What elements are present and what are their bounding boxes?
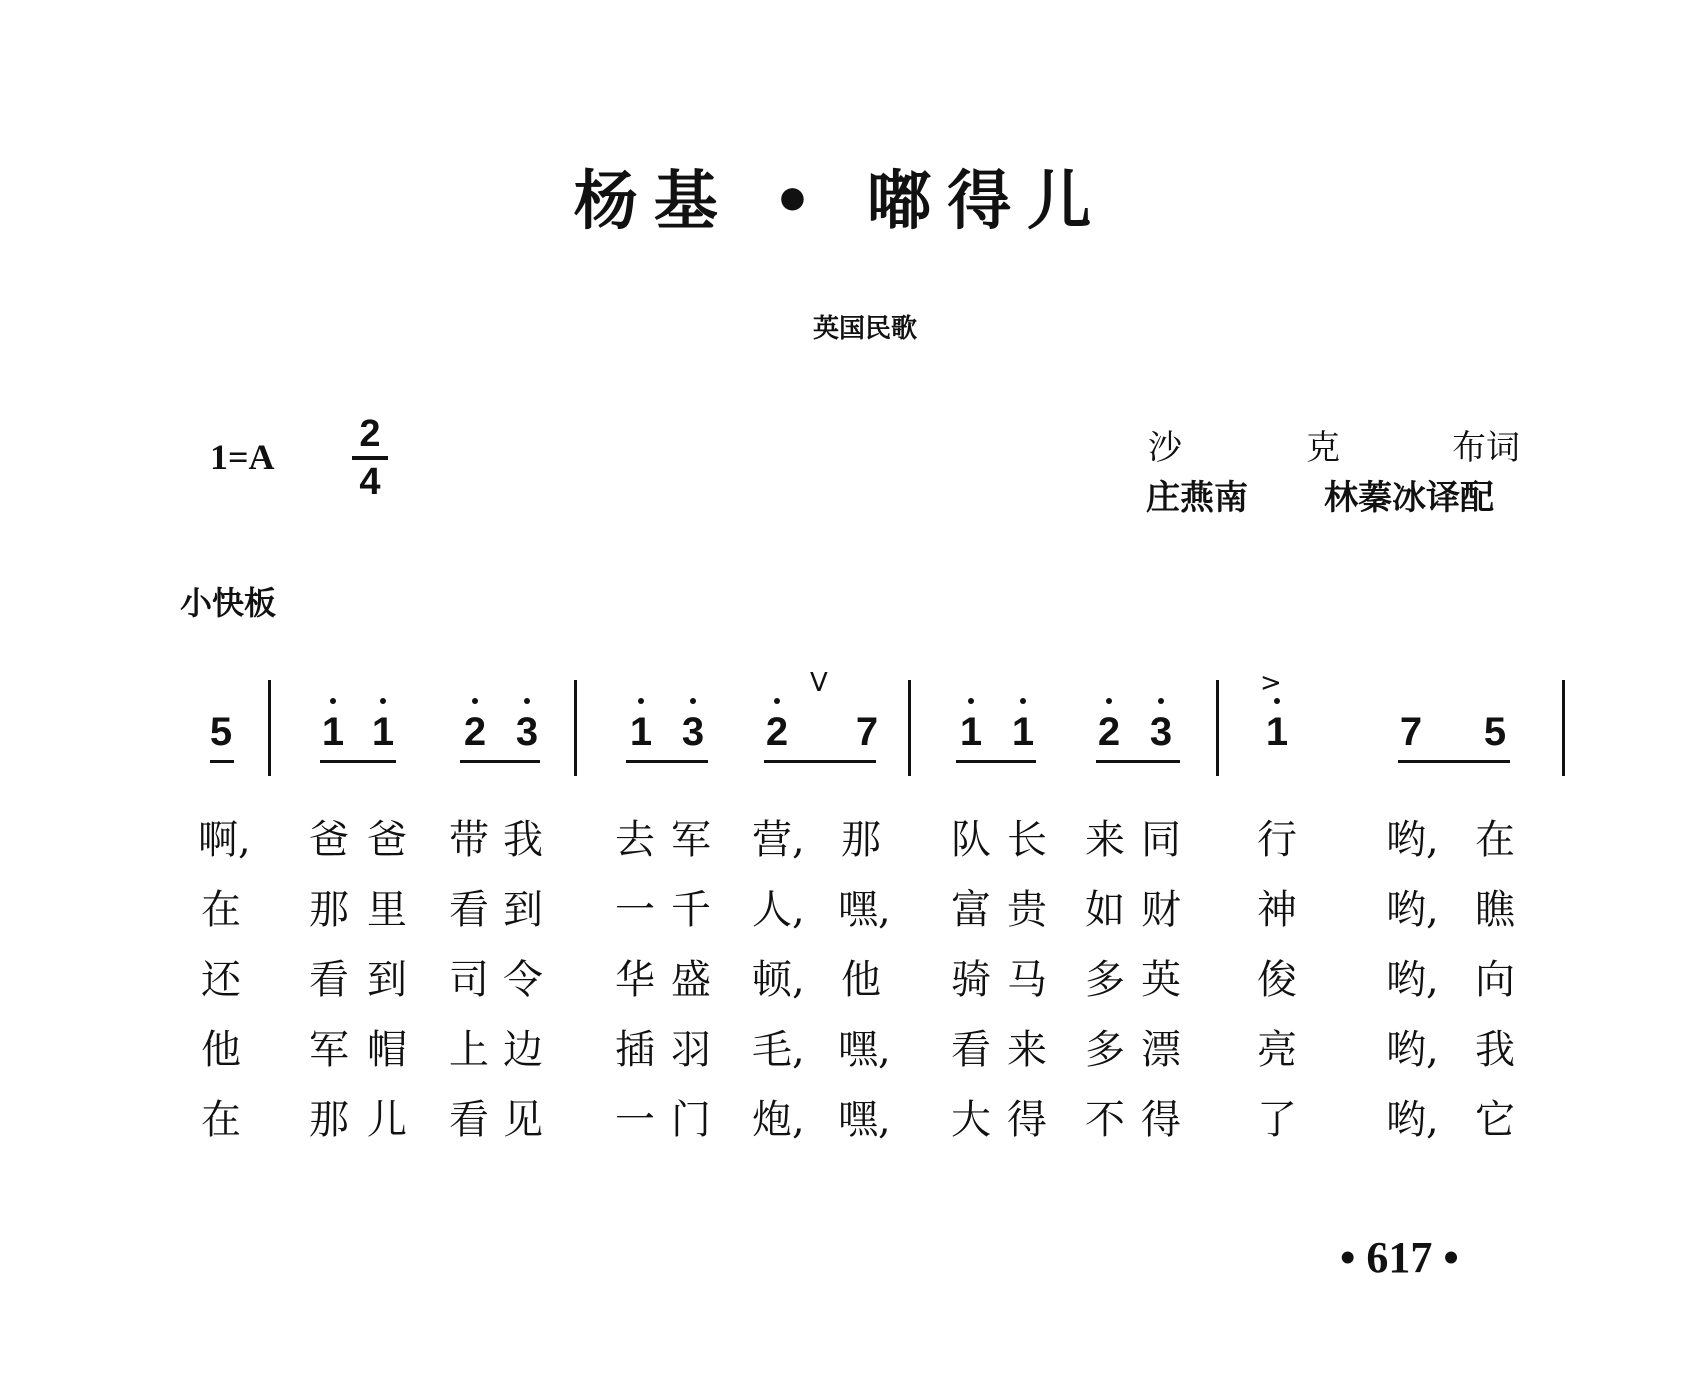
lyric-syllable: 哟, <box>1386 887 1439 933</box>
lyric-syllable: 里 <box>367 887 407 933</box>
high-octave-dot <box>690 698 696 704</box>
song-origin: 英国民歌 <box>812 314 917 344</box>
high-octave-dot <box>1158 698 1164 704</box>
lyric-syllable: 一 <box>615 887 655 933</box>
lyric-syllable: 看 <box>449 1097 489 1143</box>
lyric-syllable: 在 <box>1475 817 1515 863</box>
note-underline <box>210 760 234 763</box>
lyric-syllable: 边 <box>503 1027 543 1073</box>
lyric-syllable: 上 <box>449 1027 489 1073</box>
note-underline <box>1398 760 1510 763</box>
lyric-syllable: 营, <box>752 817 805 863</box>
lyric-syllable: 看 <box>449 887 489 933</box>
lyric-syllable: 到 <box>503 887 543 933</box>
lyric-syllable: 得 <box>1141 1097 1181 1143</box>
lyric-syllable: 它 <box>1475 1097 1515 1143</box>
lyric-syllable: 爸 <box>367 817 407 863</box>
note: 7 <box>1399 710 1423 754</box>
lyric-syllable: 财 <box>1141 887 1181 933</box>
note: 1 <box>629 710 653 754</box>
lyric-syllable: 骑 <box>951 957 991 1003</box>
high-octave-dot <box>472 698 478 704</box>
lyric-syllable: 千 <box>671 887 711 933</box>
lyric-syllable: 那 <box>309 887 349 933</box>
translator-2-credit: 林蓁冰译配 <box>1324 478 1494 518</box>
high-octave-dot <box>1020 698 1026 704</box>
high-octave-dot <box>330 698 336 704</box>
note: 1 <box>371 710 395 754</box>
note-underline <box>460 760 540 763</box>
lyric-syllable: 哟, <box>1386 1027 1439 1073</box>
key-signature: 1=A <box>210 437 275 477</box>
barline <box>908 680 911 776</box>
lyric-syllable: 炮, <box>752 1097 805 1143</box>
high-octave-dot <box>1106 698 1112 704</box>
lyric-syllable: 哟, <box>1386 957 1439 1003</box>
lyric-syllable: 来 <box>1007 1027 1047 1073</box>
lyric-syllable: 司 <box>449 957 489 1003</box>
lyric-syllable: 英 <box>1141 957 1181 1003</box>
lyric-syllable: 大 <box>951 1097 991 1143</box>
lyric-syllable: 在 <box>201 1097 241 1143</box>
lyric-syllable: 那 <box>309 1097 349 1143</box>
note: 3 <box>681 710 705 754</box>
note: 2 <box>463 710 487 754</box>
lyric-syllable: 儿 <box>367 1097 407 1143</box>
lyric-syllable: 长 <box>1007 817 1047 863</box>
note-underline <box>764 760 876 763</box>
lyric-syllable: 帽 <box>367 1027 407 1073</box>
time-signature-numerator: 2 <box>359 413 381 455</box>
barline <box>1562 680 1565 776</box>
lyric-syllable: 嘿, <box>838 1027 891 1073</box>
note: 2 <box>1097 710 1121 754</box>
lyric-syllable: 如 <box>1085 887 1125 933</box>
lyric-syllable: 行 <box>1257 817 1297 863</box>
lyric-syllable: 我 <box>1475 1027 1515 1073</box>
note: 1 <box>321 710 345 754</box>
lyric-syllable: 来 <box>1085 817 1125 863</box>
lyric-syllable: 一 <box>615 1097 655 1143</box>
song-title: 杨基 • 嘟得儿 <box>573 164 1108 239</box>
lyric-syllable: 向 <box>1475 957 1515 1003</box>
lyric-syllable: 看 <box>309 957 349 1003</box>
note-underline <box>956 760 1036 763</box>
lyric-syllable: 同 <box>1141 817 1181 863</box>
high-octave-dot <box>774 698 780 704</box>
note: 3 <box>1149 710 1173 754</box>
lyric-syllable: 还 <box>201 957 241 1003</box>
lyric-syllable: 哟, <box>1386 1097 1439 1143</box>
lyric-syllable: 插 <box>615 1027 655 1073</box>
lyric-syllable: 马 <box>1007 957 1047 1003</box>
lyric-syllable: 到 <box>367 957 407 1003</box>
lyric-syllable: 华 <box>615 957 655 1003</box>
note: 1 <box>1011 710 1035 754</box>
translator-1: 庄燕南 <box>1146 478 1248 518</box>
barline <box>1216 680 1219 776</box>
lyric-syllable: 不 <box>1085 1097 1125 1143</box>
high-octave-dot <box>1274 698 1280 704</box>
lyric-syllable: 军 <box>309 1027 349 1073</box>
lyric-syllable: 顿, <box>752 957 805 1003</box>
barline <box>574 680 577 776</box>
lyric-syllable: 瞧 <box>1475 887 1515 933</box>
note: 5 <box>209 710 233 754</box>
lyric-syllable: 在 <box>201 887 241 933</box>
lyricist-name-part2: 克 <box>1306 428 1340 468</box>
lyric-syllable: 军 <box>671 817 711 863</box>
lyric-syllable: 爸 <box>309 817 349 863</box>
lyric-syllable: 他 <box>201 1027 241 1073</box>
note: 3 <box>515 710 539 754</box>
lyric-syllable: 嘿, <box>838 887 891 933</box>
note: 1 <box>959 710 983 754</box>
lyric-syllable: 带 <box>449 817 489 863</box>
lyric-syllable: 啊, <box>198 817 251 863</box>
lyric-syllable: 队 <box>951 817 991 863</box>
breath-mark: V <box>810 668 828 698</box>
lyric-syllable: 盛 <box>671 957 711 1003</box>
barline <box>268 680 271 776</box>
lyric-syllable: 多 <box>1085 957 1125 1003</box>
high-octave-dot <box>524 698 530 704</box>
note: 7 <box>855 710 879 754</box>
time-signature <box>352 414 388 502</box>
note: 1 <box>1265 710 1289 754</box>
lyric-syllable: 那 <box>841 817 881 863</box>
lyricist-name-part1: 沙 <box>1148 428 1182 468</box>
lyric-syllable: 得 <box>1007 1097 1047 1143</box>
high-octave-dot <box>968 698 974 704</box>
note: 5 <box>1483 710 1507 754</box>
lyric-syllable: 人, <box>752 887 805 933</box>
time-signature-denominator: 4 <box>359 461 381 503</box>
lyric-syllable: 见 <box>503 1097 543 1143</box>
lyricist-credit: 布词 <box>1452 428 1520 468</box>
lyric-syllable: 亮 <box>1257 1027 1297 1073</box>
lyric-syllable: 门 <box>671 1097 711 1143</box>
tempo-marking: 小快板 <box>180 584 277 622</box>
lyric-syllable: 富 <box>951 887 991 933</box>
note-underline <box>320 760 396 763</box>
time-signature-fraction-bar <box>352 456 388 460</box>
note-underline <box>626 760 708 763</box>
lyric-syllable: 贵 <box>1007 887 1047 933</box>
lyric-syllable: 漂 <box>1141 1027 1181 1073</box>
lyric-syllable: 俊 <box>1257 957 1297 1003</box>
lyric-syllable: 令 <box>503 957 543 1003</box>
note: 2 <box>765 710 789 754</box>
accent-mark: > <box>1260 668 1282 698</box>
lyric-syllable: 羽 <box>671 1027 711 1073</box>
lyric-syllable: 哟, <box>1386 817 1439 863</box>
lyric-syllable: 多 <box>1085 1027 1125 1073</box>
high-octave-dot <box>638 698 644 704</box>
page-number: • 617 • <box>1340 1233 1459 1282</box>
note-underline <box>1096 760 1180 763</box>
lyric-syllable: 嘿, <box>838 1097 891 1143</box>
high-octave-dot <box>380 698 386 704</box>
lyric-syllable: 看 <box>951 1027 991 1073</box>
lyric-syllable: 毛, <box>752 1027 805 1073</box>
lyric-syllable: 我 <box>503 817 543 863</box>
lyric-syllable: 神 <box>1257 887 1297 933</box>
lyric-syllable: 了 <box>1257 1097 1297 1143</box>
lyric-syllable: 去 <box>615 817 655 863</box>
lyric-syllable: 他 <box>841 957 881 1003</box>
